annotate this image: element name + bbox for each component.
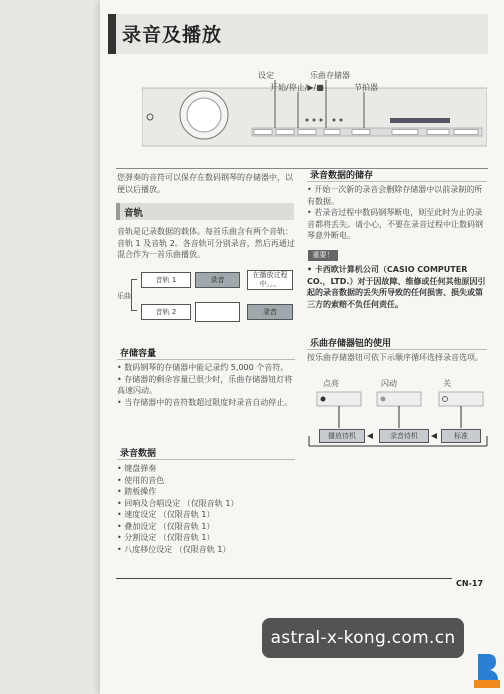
storage-list — [307, 184, 487, 242]
track-diagram — [117, 268, 297, 332]
capacity-list — [117, 362, 297, 408]
list-item: • 速度设定 （仅限音轨 1） — [117, 510, 215, 519]
rec-data-heading: 录音数据 — [120, 449, 157, 459]
brand-logo-icon — [472, 650, 502, 690]
list-item: • 八度移位设定 （仅限音轨 1） — [117, 544, 231, 554]
list-item: • 键盘弹奏 — [117, 464, 157, 473]
song-label: 乐曲 — [117, 292, 131, 300]
list-item: • 存储器的剩余容量已很少时，乐曲存储器钮灯将高速闪动。 — [117, 374, 293, 395]
list-item: • 当存储器中的音符数超过限度时录音自动停止。 — [117, 397, 293, 407]
setting-label: 设定 — [258, 71, 274, 80]
list-item: • 数码钢琴的存储器中能记录约 5,000 个音符。 — [117, 363, 289, 372]
list-item: • 若录音过程中数码钢琴断电，则至此时为止的录音都将丢失。请小心，不要在录音过程中让数码钢琴意外断电。 — [307, 208, 483, 240]
mode-record-standby: 录音待机 — [379, 429, 429, 443]
list-item: • 分割设定 （仅限音轨 1） — [117, 533, 215, 542]
record2-box: 录音 — [247, 304, 293, 320]
state-off: 关 — [443, 379, 451, 388]
button-use-body: 按乐曲存储器钮可依下示顺序循环选择录音选项。 — [307, 353, 483, 362]
footer-line — [116, 578, 452, 579]
metronome-label: 节拍器 — [354, 83, 378, 92]
state-blink: 闪动 — [381, 379, 397, 388]
track2-box: 音轨 2 — [141, 304, 191, 320]
mode-cycle-diagram — [307, 378, 489, 450]
list-item: • 踏板操作 — [117, 487, 157, 496]
divider — [116, 168, 488, 169]
state-lit: 点亮 — [323, 379, 339, 388]
list-item: • 使用的音色 — [117, 475, 165, 485]
list-item: • 回响及合唱设定 （仅限音轨 1） — [117, 498, 239, 508]
start-stop-label: 开始/停止/▶/■ — [270, 83, 324, 92]
list-item: • 叠加设定 （仅限音轨 1） — [117, 521, 215, 531]
page-gutter — [0, 0, 100, 694]
during-play-box: 在播放过程中。。。 — [247, 270, 293, 290]
track1-box: 音轨 1 — [141, 272, 191, 288]
list-item: • 开始一次新的录音会删除存储器中以前录制的所有数据。 — [307, 185, 483, 206]
tracks-heading: 音轨 — [124, 208, 144, 219]
intro-text: 您弹奏的音符可以保存在数码钢琴的存储器中，以便以后播放。 — [117, 173, 293, 194]
watermark: astral-x-kong.com.cn — [262, 618, 464, 658]
important-badge: 重要！ — [308, 250, 338, 261]
page-number: CN-17 — [456, 579, 484, 588]
storage-heading: 录音数据的储存 — [310, 171, 374, 181]
empty-box — [195, 302, 240, 322]
mode-playback-standby: 播放待机 — [319, 429, 365, 443]
button-use-heading: 乐曲存储器钮的使用 — [310, 339, 392, 349]
rec-data-list — [117, 463, 297, 555]
control-panel-diagram — [142, 70, 487, 155]
important-text: • 卡西欧计算机公司（CASIO COMPUTER CO.，LTD.）对于因故障、维修或任何其他原因引起的录音数据的丢失所导致的任何损害、损失或第三方的索赔不负任何责任。 — [307, 265, 486, 309]
page-title: 录音及播放 — [122, 24, 223, 46]
capacity-heading: 存储容量 — [120, 349, 157, 359]
mode-normal: 标准 — [441, 429, 481, 443]
tracks-body: 音轨是记录数据的载体。每首乐曲含有两个音轨：音轨 1 及音轨 2。各音轨可分别录音，然后再通过混合作为一首乐曲播放。 — [117, 227, 295, 259]
record-box: 录音 — [195, 272, 240, 288]
song-memory-label: 乐曲存储器 — [310, 71, 350, 80]
